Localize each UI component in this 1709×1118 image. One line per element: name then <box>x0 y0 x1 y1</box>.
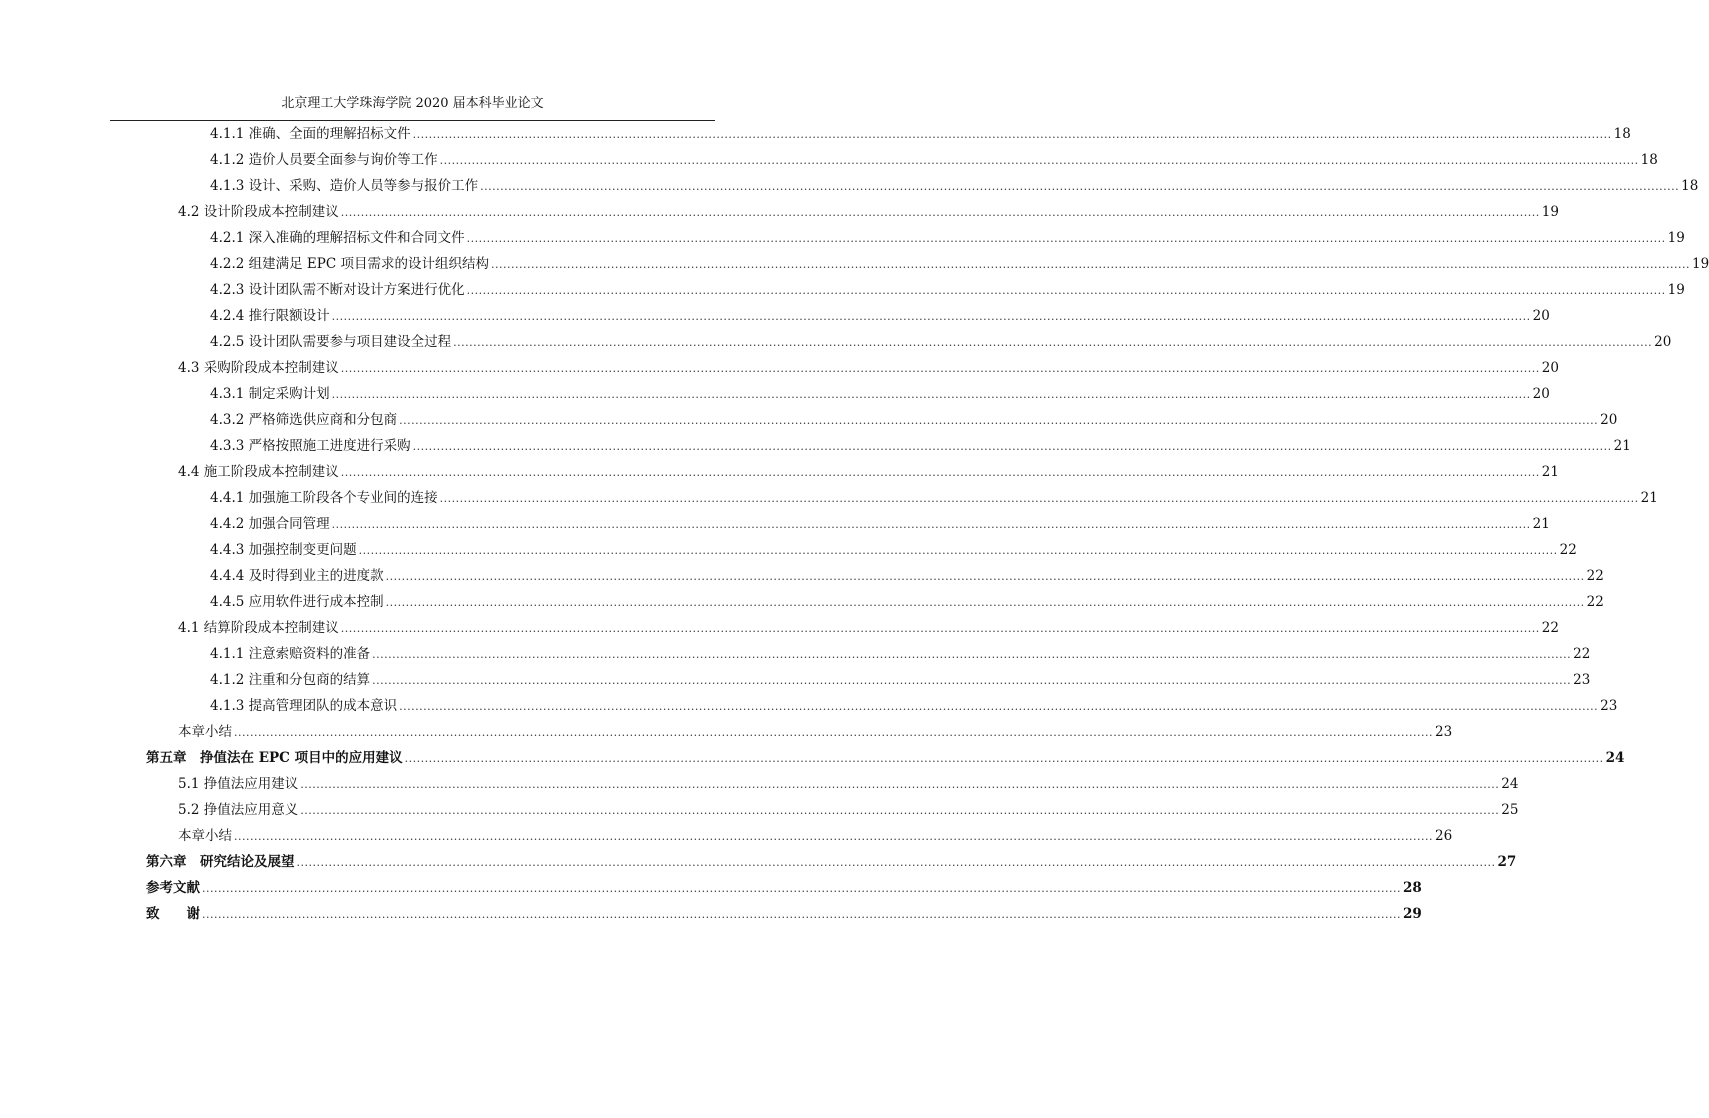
toc-entry-page: 18 <box>1613 126 1631 142</box>
toc-entry[interactable] <box>178 768 1519 794</box>
toc-entry-title: 4.3.1 制定采购计划 <box>210 386 330 402</box>
toc-entry[interactable] <box>210 118 1631 144</box>
toc-entry-page: 28 <box>1402 880 1422 896</box>
toc-entry[interactable] <box>210 326 1672 352</box>
toc-leader-dots: ............................................................................................................................................................................................................................................................................................................ <box>331 388 1531 401</box>
toc-entry[interactable] <box>146 742 1625 768</box>
toc-entry[interactable] <box>178 794 1519 820</box>
toc-leader-dots: ............................................................................................................................................................................................................................................................................................................ <box>372 674 1572 687</box>
toc-entry-page: 22 <box>1541 620 1559 636</box>
toc-leader-dots: ............................................................................................................................................................................................................................................................................................................ <box>358 544 1558 557</box>
toc-entry-page: 20 <box>1541 360 1559 376</box>
toc-entry-title: 4.4.5 应用软件进行成本控制 <box>210 594 384 610</box>
toc-leader-dots: ............................................................................................................................................................................................................................................................................................................ <box>202 882 1401 895</box>
toc-entry-title: 4.4.1 加强施工阶段各个专业间的连接 <box>210 490 438 506</box>
toc-entry-title: 4.4.3 加强控制变更问题 <box>210 542 357 558</box>
toc-entry-title: 致 谢 <box>146 906 200 922</box>
toc-entry-page: 23 <box>1573 672 1591 688</box>
toc-leader-dots: ............................................................................................................................................................................................................................................................................................................ <box>234 830 1433 843</box>
toc-leader-dots: ............................................................................................................................................................................................................................................................................................................ <box>234 726 1433 739</box>
toc-leader-dots: ............................................................................................................................................................................................................................................................................................................ <box>399 700 1599 713</box>
toc-leader-dots: ............................................................................................................................................................................................................................................................................................................ <box>385 570 1585 583</box>
toc-entry-title: 参考文献 <box>146 880 200 896</box>
toc-entry-page: 18 <box>1681 178 1699 194</box>
toc-entry-page: 20 <box>1532 308 1550 324</box>
toc-entry[interactable] <box>178 820 1453 846</box>
toc-entry[interactable] <box>146 846 1517 872</box>
toc-entry-page: 24 <box>1501 776 1519 792</box>
toc-entry[interactable] <box>178 456 1559 482</box>
toc-leader-dots: ............................................................................................................................................................................................................................................................................................................ <box>300 804 1500 817</box>
toc-leader-dots: ............................................................................................................................................................................................................................................................................................................ <box>340 362 1540 375</box>
toc-entry-title: 4.2.2 组建满足 EPC 项目需求的设计组织结构 <box>210 256 489 272</box>
toc-leader-dots: ............................................................................................................................................................................................................................................................................................................ <box>340 622 1540 635</box>
toc-entry-title: 4.1.2 注重和分包商的结算 <box>210 672 371 688</box>
toc-entry[interactable] <box>210 690 1618 716</box>
toc-entry[interactable] <box>146 872 1422 898</box>
toc-leader-dots: ............................................................................................................................................................................................................................................................................................................ <box>385 596 1585 609</box>
toc-entry-page: 19 <box>1541 204 1559 220</box>
toc-entry-page: 22 <box>1559 542 1577 558</box>
toc-entry-page: 23 <box>1434 724 1453 740</box>
header-title: 北京理工大学珠海学院 2020 届本科毕业论文 <box>281 96 544 111</box>
toc-leader-dots: ............................................................................................................................................................................................................................................................................................................ <box>340 466 1540 479</box>
toc-entry[interactable] <box>178 612 1559 638</box>
toc-entry-page: 19 <box>1691 256 1709 272</box>
toc-entry-title: 本章小结 <box>178 828 232 844</box>
toc-leader-dots: ............................................................................................................................................................................................................................................................................................................ <box>439 492 1639 505</box>
toc-entry-page: 29 <box>1402 906 1422 922</box>
toc-entry[interactable] <box>210 300 1550 326</box>
toc-entry[interactable] <box>178 352 1559 378</box>
toc-entry-title: 第五章 挣值法在 EPC 项目中的应用建议 <box>146 750 403 766</box>
toc-entry[interactable] <box>210 664 1591 690</box>
toc-entry-title: 4.4.4 及时得到业主的进度款 <box>210 568 384 584</box>
toc-entry-page: 20 <box>1532 386 1550 402</box>
toc-entry-title: 5.2 挣值法应用意义 <box>178 802 299 818</box>
toc-entry[interactable] <box>210 508 1550 534</box>
toc-entry-title: 4.1.3 设计、采购、造价人员等参与报价工作 <box>210 178 479 194</box>
toc-leader-dots: ............................................................................................................................................................................................................................................................................................................ <box>466 284 1666 297</box>
toc-leader-dots: ............................................................................................................................................................................................................................................................................................................ <box>412 128 1612 141</box>
toc-entry-page: 20 <box>1600 412 1618 428</box>
page-header <box>110 94 715 121</box>
toc-leader-dots: ............................................................................................................................................................................................................................................................................................................ <box>404 752 1604 765</box>
toc-entry-title: 5.1 挣值法应用建议 <box>178 776 299 792</box>
toc-entry-title: 4.4.2 加强合同管理 <box>210 516 330 532</box>
toc-entry-title: 4.2.3 设计团队需不断对设计方案进行优化 <box>210 282 465 298</box>
toc-entry-page: 22 <box>1586 594 1604 610</box>
toc-entry[interactable] <box>178 716 1453 742</box>
toc-leader-dots: ............................................................................................................................................................................................................................................................................................................ <box>491 258 1690 271</box>
toc-entry[interactable] <box>210 586 1604 612</box>
toc-leader-dots: ............................................................................................................................................................................................................................................................................................................ <box>412 440 1612 453</box>
toc-leader-dots: ............................................................................................................................................................................................................................................................................................................ <box>202 908 1401 921</box>
toc-leader-dots: ............................................................................................................................................................................................................................................................................................................ <box>453 336 1653 349</box>
toc-entry[interactable] <box>210 222 1685 248</box>
toc-entry[interactable] <box>178 196 1559 222</box>
toc-entry-page: 22 <box>1586 568 1604 584</box>
toc-entry-page: 18 <box>1640 152 1658 168</box>
toc-entry-title: 第六章 研究结论及展望 <box>146 854 295 870</box>
toc-entry[interactable] <box>210 430 1631 456</box>
toc-entry-title: 4.1.2 造价人员要全面参与询价等工作 <box>210 152 438 168</box>
toc-entry-title: 4.1.1 准确、全面的理解招标文件 <box>210 126 411 142</box>
toc-entry-title: 4.2.4 推行限额设计 <box>210 308 330 324</box>
toc-entry-page: 21 <box>1613 438 1631 454</box>
toc-entry-page: 19 <box>1667 282 1685 298</box>
toc-entry-title: 4.3.2 严格筛选供应商和分包商 <box>210 412 398 428</box>
toc-entry-page: 23 <box>1600 698 1618 714</box>
toc-leader-dots: ............................................................................................................................................................................................................................................................................................................ <box>480 180 1680 193</box>
toc-entry-page: 24 <box>1605 750 1625 766</box>
toc-entry-title: 4.3.3 严格按照施工进度进行采购 <box>210 438 411 454</box>
toc-entry-title: 4.2.5 设计团队需要参与项目建设全过程 <box>210 334 452 350</box>
toc-leader-dots: ............................................................................................................................................................................................................................................................................................................ <box>331 310 1531 323</box>
toc-entry-title: 4.2 设计阶段成本控制建议 <box>178 204 339 220</box>
toc-entry-page: 27 <box>1497 854 1517 870</box>
toc-entry-title: 4.1.3 提高管理团队的成本意识 <box>210 698 398 714</box>
toc-leader-dots: ............................................................................................................................................................................................................................................................................................................ <box>340 206 1540 219</box>
toc-entry[interactable] <box>210 534 1577 560</box>
toc-entry-title: 4.3 采购阶段成本控制建议 <box>178 360 339 376</box>
toc-entry[interactable] <box>210 560 1604 586</box>
toc-entry[interactable] <box>210 274 1685 300</box>
toc-entry[interactable] <box>210 404 1618 430</box>
toc-leader-dots: ............................................................................................................................................................................................................................................................................................................ <box>331 518 1531 531</box>
toc-leader-dots: ............................................................................................................................................................................................................................................................................................................ <box>372 648 1572 661</box>
toc-entry-title: 4.1 结算阶段成本控制建议 <box>178 620 339 636</box>
toc-leader-dots: ............................................................................................................................................................................................................................................................................................................ <box>466 232 1666 245</box>
toc-entry-page: 21 <box>1532 516 1550 532</box>
toc-entry[interactable] <box>210 248 1709 274</box>
toc-entry-page: 19 <box>1667 230 1685 246</box>
toc-leader-dots: ............................................................................................................................................................................................................................................................................................................ <box>296 856 1496 869</box>
toc-entry-title: 4.4 施工阶段成本控制建议 <box>178 464 339 480</box>
toc-entry-title: 本章小结 <box>178 724 232 740</box>
toc-leader-dots: ............................................................................................................................................................................................................................................................................................................ <box>300 778 1500 791</box>
toc-entry-page: 21 <box>1640 490 1658 506</box>
toc-entry[interactable] <box>210 378 1550 404</box>
toc-entry[interactable] <box>210 144 1658 170</box>
toc-entry[interactable] <box>210 482 1658 508</box>
toc-entry-page: 26 <box>1434 828 1453 844</box>
toc-entry-page: 20 <box>1654 334 1672 350</box>
toc-entry-title: 4.2.1 深入准确的理解招标文件和合同文件 <box>210 230 465 246</box>
toc-leader-dots: ............................................................................................................................................................................................................................................................................................................ <box>439 154 1639 167</box>
toc-entry-page: 22 <box>1573 646 1591 662</box>
toc-entry[interactable] <box>210 170 1699 196</box>
toc-entry-title: 4.1.1 注意索赔资料的准备 <box>210 646 371 662</box>
toc-entry[interactable] <box>146 898 1422 924</box>
toc-entry-page: 25 <box>1501 802 1519 818</box>
toc-leader-dots: ............................................................................................................................................................................................................................................................................................................ <box>399 414 1599 427</box>
toc-entry[interactable] <box>210 638 1591 664</box>
toc-entry-page: 21 <box>1541 464 1559 480</box>
